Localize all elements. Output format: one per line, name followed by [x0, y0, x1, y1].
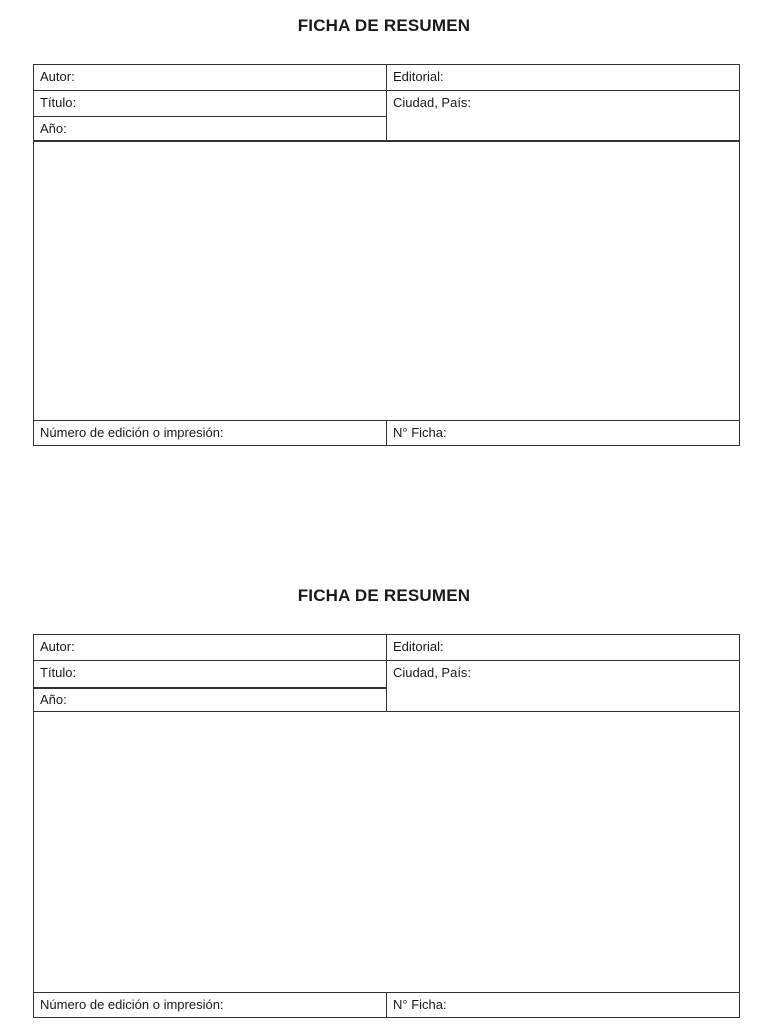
titulo-field[interactable]: Título: — [40, 95, 77, 110]
numero-ficha-field[interactable]: N° Ficha: — [393, 425, 447, 440]
ciudad-pais-field[interactable]: Ciudad, País: — [393, 665, 472, 680]
summary-body-area[interactable] — [34, 142, 739, 420]
card-title: FICHA DE RESUMEN — [297, 586, 471, 605]
numero-ficha-field[interactable]: N° Ficha: — [393, 997, 447, 1012]
ciudad-pais-field[interactable]: Ciudad, País: — [393, 95, 472, 110]
summary-form-grid — [33, 64, 740, 446]
anio-field[interactable]: Año: — [40, 121, 67, 136]
anio-field[interactable]: Año: — [40, 692, 67, 707]
autor-field[interactable]: Autor: — [40, 639, 75, 654]
autor-field[interactable]: Autor: — [40, 69, 75, 84]
editorial-field[interactable]: Editorial: — [393, 69, 444, 84]
numero-edicion-field[interactable]: Número de edición o impresión: — [40, 425, 224, 440]
summary-body-area[interactable] — [34, 712, 739, 992]
numero-edicion-field[interactable]: Número de edición o impresión: — [40, 997, 224, 1012]
titulo-field[interactable]: Título: — [40, 665, 77, 680]
card-title: FICHA DE RESUMEN — [297, 16, 471, 35]
summary-form-grid — [33, 634, 740, 1018]
editorial-field[interactable]: Editorial: — [393, 639, 444, 654]
